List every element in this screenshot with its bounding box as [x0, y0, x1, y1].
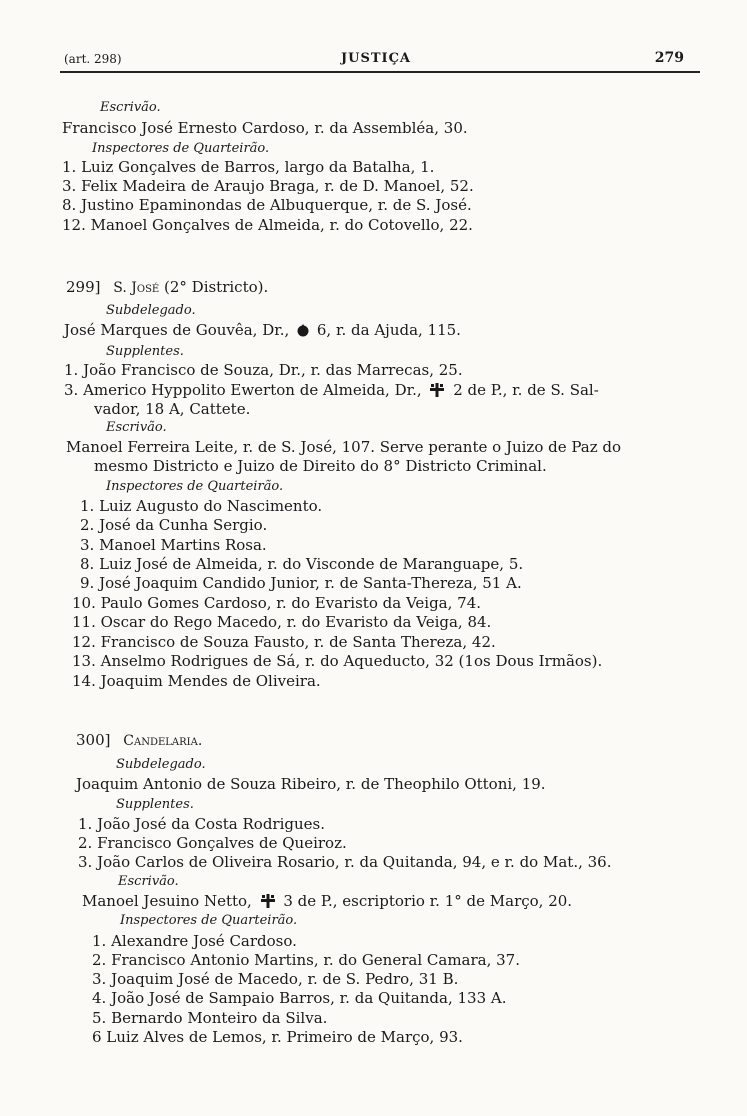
s300-inspector: 3. Joaquim José de Macedo, r. de S. Pedro, 31 B.	[92, 970, 459, 988]
s299-inspector: 1. Luiz Augusto do Nascimento.	[80, 497, 323, 515]
s300-inspector: 2. Francisco Antonio Martins, r. do General Camara, 37.	[92, 951, 520, 969]
s299-parish: S. José	[113, 280, 160, 296]
s299-inspectores-label: Inspectores de Quarteirão.	[106, 479, 284, 494]
s299-subdelegado	[64, 321, 461, 339]
s299-inspector: 10. Paulo Gomes Cardoso, r. do Evaristo da Veiga, 74.	[72, 594, 482, 612]
s299-supplente3-name: 3. Americo Hyppolito Ewerton de Almeida, Dr.,	[64, 381, 422, 399]
s299-inspector: 11. Oscar do Rego Macedo, r. do Evaristo da Veiga, 84.	[72, 613, 492, 631]
order-medal-icon	[296, 323, 310, 337]
s299-district: (2° Districto).	[164, 278, 269, 296]
s299-inspector: 2. José da Cunha Sergio.	[80, 516, 268, 534]
s299-inspector: 3. Manoel Martins Rosa.	[80, 536, 267, 554]
s298-inspectores-label: Inspectores de Quarteirão.	[92, 141, 270, 156]
s300-supplentes-label: Supplentes.	[116, 797, 194, 812]
s299-subdelegado-order: 6	[316, 321, 327, 339]
s298-escrivao-text: Francisco José Ernesto Cardoso, r. da Assembléa, 30.	[62, 119, 468, 137]
s299-inspector: 9. José Joaquim Candido Junior, r. de Santa-Thereza, 51 A.	[80, 574, 522, 592]
page-number: 279	[654, 50, 684, 66]
article-reference: (art. 298)	[64, 52, 122, 66]
s299-inspector: 8. Luiz José de Almeida, r. do Visconde de Maranguape, 5.	[80, 555, 524, 573]
s300-subdelegado-label: Subdelegado.	[116, 757, 206, 772]
s299-subdelegado-name: José Marques de Gouvêa, Dr.,	[64, 321, 290, 339]
order-cross-icon	[260, 893, 276, 909]
s298-escrivao-label: Escrivão.	[100, 100, 161, 115]
s300-inspectores-label: Inspectores de Quarteirão.	[120, 913, 298, 928]
s299-supplente	[64, 381, 599, 399]
s299-subdelegado-label: Subdelegado.	[106, 303, 196, 318]
s298-inspector: 12. Manoel Gonçalves de Almeida, r. do Cotovello, 22.	[62, 216, 473, 234]
s299-inspector: 13. Anselmo Rodrigues de Sá, r. do Aqueducto, 32 (1os Dous Irmãos).	[72, 652, 603, 670]
s300-escrivao	[82, 892, 572, 910]
s300-heading	[76, 731, 202, 749]
running-title: JUSTIÇA	[340, 51, 412, 66]
s299-escrivao-text: mesmo Districto e Juizo de Direito do 8° Districto Criminal.	[94, 457, 547, 475]
s300-inspector: 5. Bernardo Monteiro da Silva.	[92, 1009, 328, 1027]
s299-supplente: 1. João Francisco de Souza, Dr., r. das Marrecas, 25.	[64, 361, 463, 379]
s300-inspector: 4. João José de Sampaio Barros, r. da Quitanda, 133 A.	[92, 989, 507, 1007]
page-header	[62, 50, 690, 72]
s299-inspector: 12. Francisco de Souza Fausto, r. de Santa Thereza, 42.	[72, 633, 496, 651]
s298-inspector: 1. Luiz Gonçalves de Barros, largo da Batalha, 1.	[62, 158, 435, 176]
s300-supplente: 1. João José da Costa Rodrigues.	[78, 815, 326, 833]
s300-escrivao-rest: 3 de P., escriptorio r. 1° de Março, 20.	[283, 892, 573, 910]
s299-inspector: 14. Joaquim Mendes de Oliveira.	[72, 672, 321, 690]
s299-number: 299]	[66, 278, 101, 296]
s300-inspector: 6 Luiz Alves de Lemos, r. Primeiro de Março, 93.	[92, 1028, 463, 1046]
header-rule	[60, 71, 700, 73]
s300-inspector: 1. Alexandre José Cardoso.	[92, 932, 297, 950]
s300-supplente: 2. Francisco Gonçalves de Queiroz.	[78, 834, 347, 852]
s299-supplente3-rest: 2 de P., r. de S. Sal-	[453, 381, 599, 399]
s299-supplente3-cont: vador, 18 A, Cattete.	[94, 400, 251, 418]
s298-inspector: 3. Felix Madeira de Araujo Braga, r. de D. Manoel, 52.	[62, 177, 474, 195]
s299-supplentes-label: Supplentes.	[106, 344, 184, 359]
s300-parish: Candelaria.	[123, 733, 203, 749]
order-cross-icon	[429, 382, 445, 398]
s300-escrivao-label: Escrivão.	[118, 874, 179, 889]
s298-inspector: 8. Justino Epaminondas de Albuquerque, r. de S. José.	[62, 196, 472, 214]
s300-escrivao-name: Manoel Jesuino Netto,	[82, 892, 252, 910]
s299-escrivao-label: Escrivão.	[106, 420, 167, 435]
s300-supplente: 3. João Carlos de Oliveira Rosario, r. da Quitanda, 94, e r. do Mat., 36.	[78, 853, 612, 871]
s300-subdelegado: Joaquim Antonio de Souza Ribeiro, r. de Theophilo Ottoni, 19.	[76, 775, 546, 793]
s299-escrivao-text: Manoel Ferreira Leite, r. de S. José, 107. Serve perante o Juizo de Paz do	[66, 438, 622, 456]
s299-subdelegado-address: , r. da Ajuda, 115.	[326, 321, 461, 339]
s299-heading	[66, 278, 268, 296]
s300-number: 300]	[76, 731, 111, 749]
